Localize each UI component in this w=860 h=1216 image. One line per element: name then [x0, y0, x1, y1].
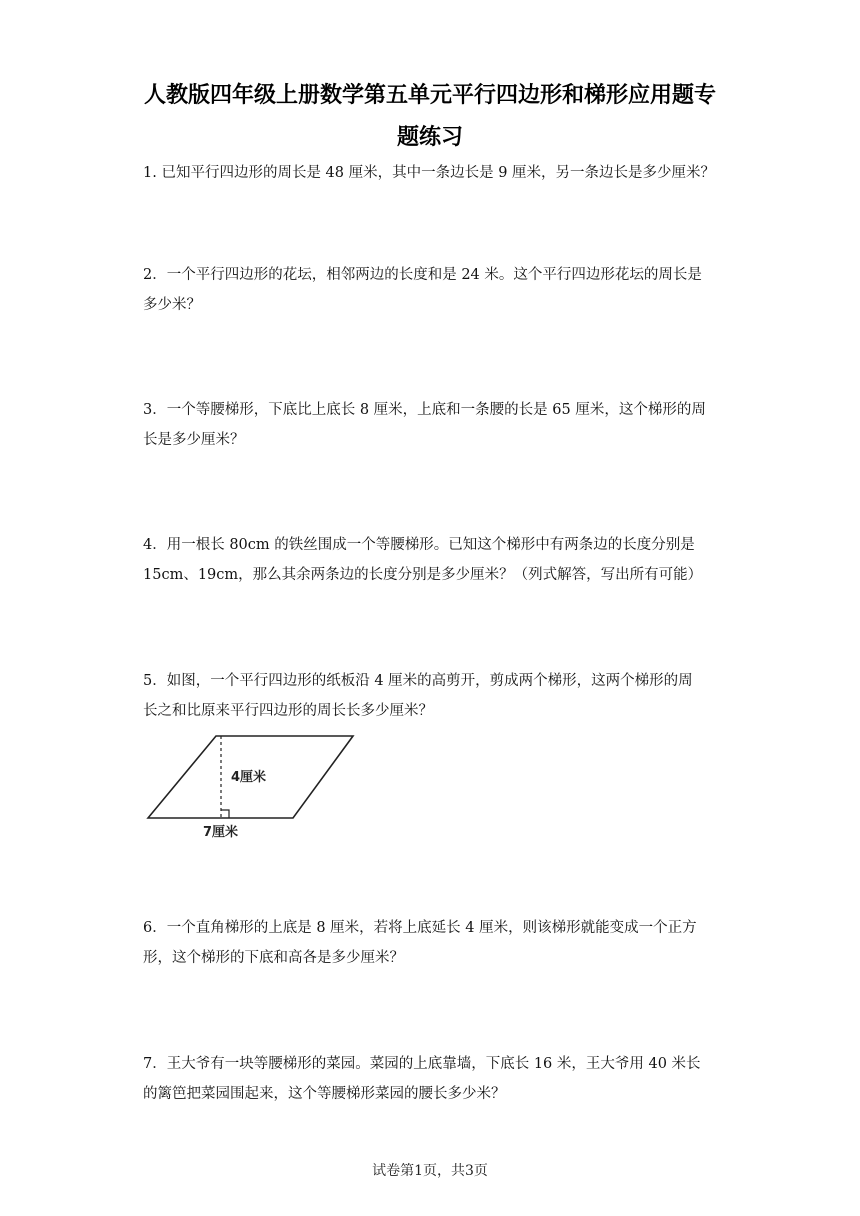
- question-text-line1: 6．一个直角梯形的上底是 8 厘米，若将上底延长 4 厘米，则该梯形就能变成一个正方: [143, 920, 697, 936]
- page-footer: 试卷第1页，共3页: [372, 1163, 488, 1179]
- question-text-line1: 5．如图，一个平行四边形的纸板沿 4 厘米的高剪开，剪成两个梯形，这两个梯形的周: [143, 673, 693, 689]
- question-text-line2: 长是多少厘米？: [143, 432, 245, 448]
- base-label: 7厘米: [203, 825, 239, 840]
- question-5: [143, 666, 723, 726]
- question-text-line1: 1. 已知平行四边形的周长是 48 厘米，其中一条边长是 9 厘米，另一条边长是多少厘米？: [143, 165, 716, 181]
- height-label: 4厘米: [231, 770, 267, 785]
- question-text-line2: 的篱笆把菜园围起来，这个等腰梯形菜园的腰长多少米？: [143, 1086, 506, 1102]
- page-title-line2: 题练习: [396, 125, 463, 150]
- page-title-line1: 人教版四年级上册数学第五单元平行四边形和梯形应用题专: [143, 83, 716, 108]
- question-text-line1: 7．王大爷有一块等腰梯形的菜园。菜园的上底靠墙，下底长 16 米，王大爷用 40 米长: [143, 1056, 701, 1072]
- question-3: [143, 395, 723, 455]
- question-text-line2: 15cm、19cm，那么其余两条边的长度分别是多少厘米？（列式解答，写出所有可能）: [143, 567, 703, 583]
- question-text-line1: 3．一个等腰梯形，下底比上底长 8 厘米，上底和一条腰的长是 65 厘米，这个梯形的周: [143, 402, 706, 418]
- question-text-line2: 多少米？: [143, 297, 201, 313]
- question-text-line1: 4．用一根长 80cm 的铁丝围成一个等腰梯形。已知这个梯形中有两条边的长度分别是: [143, 537, 695, 553]
- question-2: [143, 260, 723, 320]
- question-text-line1: 2．一个平行四边形的花坛，相邻两边的长度和是 24 米。这个平行四边形花坛的周长是: [143, 267, 702, 283]
- parallelogram-figure: [143, 732, 363, 848]
- question-1: [143, 158, 723, 188]
- question-text-line2: 长之和比原来平行四边形的周长长多少厘米？: [143, 703, 433, 719]
- question-7: [143, 1049, 723, 1109]
- question-6: [143, 913, 723, 973]
- question-4: [143, 530, 723, 590]
- question-text-line2: 形，这个梯形的下底和高各是多少厘米？: [143, 950, 404, 966]
- right-angle-mark: [221, 810, 229, 818]
